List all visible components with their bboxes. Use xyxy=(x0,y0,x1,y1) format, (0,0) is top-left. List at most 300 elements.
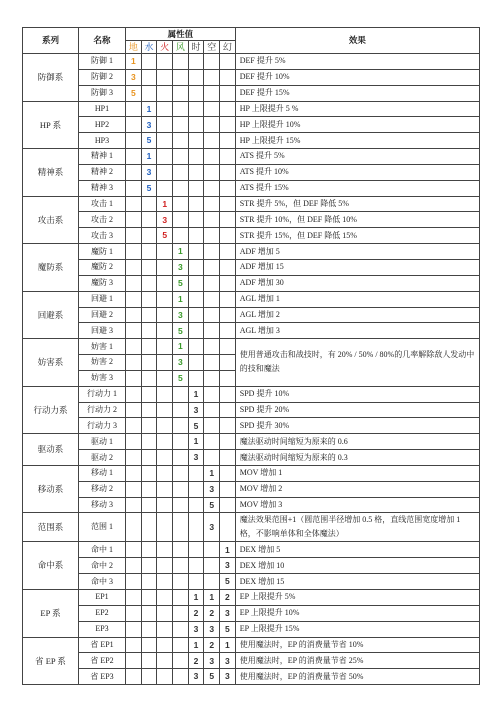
value-cell-time: 1 xyxy=(188,637,204,653)
series-cell: 移动系 xyxy=(23,465,79,513)
value-cell-fire xyxy=(157,574,173,590)
table-row xyxy=(23,275,480,291)
value-cell-space: 3 xyxy=(204,621,220,637)
value-cell-mirage: 3 xyxy=(220,605,236,621)
value-cell-fire xyxy=(157,386,173,402)
value-cell-time xyxy=(188,339,204,355)
value-cell-time: 1 xyxy=(188,386,204,402)
value-cell-space xyxy=(204,196,220,212)
value-cell-space: 5 xyxy=(204,497,220,513)
table-row xyxy=(23,669,480,685)
value-cell-space xyxy=(204,228,220,244)
value-cell-fire: 3 xyxy=(157,212,173,228)
value-cell-mirage xyxy=(220,228,236,244)
value-cell-mirage xyxy=(220,402,236,418)
table-row xyxy=(23,85,480,101)
value-cell-mirage xyxy=(220,323,236,339)
value-cell-water xyxy=(141,574,157,590)
value-cell-mirage: 3 xyxy=(220,669,236,685)
value-cell-space xyxy=(204,323,220,339)
value-cell-time xyxy=(188,481,204,497)
value-cell-wind: 3 xyxy=(173,355,189,371)
table-row xyxy=(23,180,480,196)
value-cell-space: 3 xyxy=(204,481,220,497)
name-cell: 命中 1 xyxy=(78,542,125,558)
value-cell-time xyxy=(188,54,204,70)
name-cell: 回避 2 xyxy=(78,307,125,323)
value-cell-time xyxy=(188,133,204,149)
value-cell-wind xyxy=(173,653,189,669)
table-row xyxy=(23,542,480,558)
value-cell-space xyxy=(204,164,220,180)
effect-cell: 魔法效果范围+1（圆范围半径增加 0.5 格，直线范围宽度增加 1 格，不影响单体和全体魔法） xyxy=(235,513,479,542)
value-cell-space xyxy=(204,212,220,228)
value-cell-mirage xyxy=(220,149,236,165)
name-cell: 省 EP3 xyxy=(78,669,125,685)
value-cell-water xyxy=(141,54,157,70)
value-cell-fire xyxy=(157,605,173,621)
value-cell-space xyxy=(204,101,220,117)
effect-cell: DEX 增加 15 xyxy=(235,574,479,590)
value-cell-mirage xyxy=(220,434,236,450)
element-header-earth: 地 xyxy=(126,41,142,54)
value-cell-wind xyxy=(173,605,189,621)
name-cell: 防御 3 xyxy=(78,85,125,101)
series-cell: 精神系 xyxy=(23,149,79,197)
value-cell-mirage xyxy=(220,307,236,323)
name-cell: EP2 xyxy=(78,605,125,621)
value-cell-water xyxy=(141,355,157,371)
value-cell-wind: 1 xyxy=(173,291,189,307)
series-cell: 攻击系 xyxy=(23,196,79,244)
value-cell-mirage: 1 xyxy=(220,637,236,653)
value-cell-space xyxy=(204,450,220,466)
table-row xyxy=(23,117,480,133)
value-cell-water xyxy=(141,637,157,653)
value-cell-time xyxy=(188,307,204,323)
value-cell-water xyxy=(141,307,157,323)
table-row xyxy=(23,465,480,481)
value-cell-mirage xyxy=(220,497,236,513)
effect-cell: AGL 增加 2 xyxy=(235,307,479,323)
value-cell-mirage: 1 xyxy=(220,542,236,558)
value-cell-fire xyxy=(157,355,173,371)
series-cell: 命中系 xyxy=(23,542,79,590)
value-cell-earth xyxy=(126,542,142,558)
value-cell-space xyxy=(204,574,220,590)
name-cell: HP1 xyxy=(78,101,125,117)
value-cell-space: 2 xyxy=(204,637,220,653)
value-cell-fire xyxy=(157,180,173,196)
table-row xyxy=(23,69,480,85)
value-cell-earth xyxy=(126,465,142,481)
series-cell: 妨害系 xyxy=(23,339,79,387)
value-cell-fire xyxy=(157,307,173,323)
effect-cell: SPD 提升 30% xyxy=(235,418,479,434)
value-cell-space xyxy=(204,54,220,70)
effect-cell: AGL 增加 3 xyxy=(235,323,479,339)
name-cell: HP2 xyxy=(78,117,125,133)
effect-cell: SPD 提升 20% xyxy=(235,402,479,418)
name-cell: 魔防 2 xyxy=(78,259,125,275)
value-cell-earth xyxy=(126,434,142,450)
table-row xyxy=(23,149,480,165)
value-cell-space: 1 xyxy=(204,590,220,606)
value-cell-water: 3 xyxy=(141,164,157,180)
value-cell-water xyxy=(141,85,157,101)
value-cell-time xyxy=(188,323,204,339)
effect-cell: ADF 增加 30 xyxy=(235,275,479,291)
table-row xyxy=(23,386,480,402)
value-cell-water: 1 xyxy=(141,101,157,117)
table-row xyxy=(23,133,480,149)
value-cell-water xyxy=(141,450,157,466)
table-row xyxy=(23,450,480,466)
value-cell-mirage xyxy=(220,54,236,70)
value-cell-time: 5 xyxy=(188,418,204,434)
value-cell-wind xyxy=(173,574,189,590)
value-cell-wind xyxy=(173,212,189,228)
value-cell-water xyxy=(141,418,157,434)
value-cell-water xyxy=(141,69,157,85)
value-cell-space xyxy=(204,275,220,291)
effect-cell: STR 提升 10%，但 DEF 降低 10% xyxy=(235,212,479,228)
value-cell-water xyxy=(141,370,157,386)
value-cell-space xyxy=(204,149,220,165)
value-cell-time xyxy=(188,542,204,558)
value-cell-space xyxy=(204,370,220,386)
value-cell-earth xyxy=(126,497,142,513)
value-cell-wind xyxy=(173,85,189,101)
value-cell-earth xyxy=(126,149,142,165)
value-cell-time: 2 xyxy=(188,605,204,621)
element-header-water: 水 xyxy=(141,41,157,54)
value-cell-fire xyxy=(157,101,173,117)
value-cell-water xyxy=(141,513,157,542)
value-cell-time xyxy=(188,180,204,196)
value-cell-wind xyxy=(173,164,189,180)
table-row xyxy=(23,605,480,621)
value-cell-wind xyxy=(173,101,189,117)
value-cell-earth xyxy=(126,402,142,418)
name-cell: 回避 3 xyxy=(78,323,125,339)
table-row xyxy=(23,481,480,497)
value-cell-wind: 5 xyxy=(173,323,189,339)
name-cell: 妨害 1 xyxy=(78,339,125,355)
effect-cell: AGL 增加 1 xyxy=(235,291,479,307)
series-cell: 魔防系 xyxy=(23,244,79,292)
value-cell-water: 5 xyxy=(141,180,157,196)
value-cell-wind xyxy=(173,590,189,606)
table-row xyxy=(23,307,480,323)
value-cell-earth xyxy=(126,259,142,275)
name-cell: 命中 3 xyxy=(78,574,125,590)
name-cell: 驱动 2 xyxy=(78,450,125,466)
quartz-attribute-table xyxy=(22,27,480,685)
element-header-wind: 风 xyxy=(173,41,189,54)
effect-cell: EP 上限提升 10% xyxy=(235,605,479,621)
table-row xyxy=(23,434,480,450)
value-cell-fire xyxy=(157,117,173,133)
value-cell-water xyxy=(141,653,157,669)
effect-cell: MOV 增加 2 xyxy=(235,481,479,497)
value-cell-space xyxy=(204,180,220,196)
value-cell-mirage xyxy=(220,69,236,85)
value-cell-time xyxy=(188,69,204,85)
value-cell-earth: 1 xyxy=(126,54,142,70)
value-cell-earth xyxy=(126,117,142,133)
value-cell-time xyxy=(188,574,204,590)
value-cell-wind: 3 xyxy=(173,307,189,323)
value-cell-wind xyxy=(173,196,189,212)
value-cell-time: 3 xyxy=(188,621,204,637)
value-cell-fire xyxy=(157,434,173,450)
effect-cell: STR 提升 5%，但 DEF 降低 5% xyxy=(235,196,479,212)
table-row xyxy=(23,574,480,590)
value-cell-mirage xyxy=(220,196,236,212)
name-cell: 驱动 1 xyxy=(78,434,125,450)
series-cell: 行动力系 xyxy=(23,386,79,434)
value-cell-water xyxy=(141,323,157,339)
value-cell-mirage xyxy=(220,513,236,542)
value-cell-time: 2 xyxy=(188,653,204,669)
value-cell-wind xyxy=(173,133,189,149)
effect-cell: ATS 提升 5% xyxy=(235,149,479,165)
value-cell-time xyxy=(188,355,204,371)
effect-cell: DEX 增加 5 xyxy=(235,542,479,558)
value-cell-earth xyxy=(126,637,142,653)
value-cell-wind xyxy=(173,418,189,434)
value-cell-fire xyxy=(157,465,173,481)
value-cell-time xyxy=(188,497,204,513)
header-row-1 xyxy=(23,28,480,41)
name-cell: 范围 1 xyxy=(78,513,125,542)
name-cell: 魔防 1 xyxy=(78,244,125,260)
table-row xyxy=(23,101,480,117)
table-row xyxy=(23,339,480,355)
value-cell-water xyxy=(141,465,157,481)
effect-cell: HP 上限提升 15% xyxy=(235,133,479,149)
value-cell-earth xyxy=(126,590,142,606)
name-cell: 防御 2 xyxy=(78,69,125,85)
value-cell-fire xyxy=(157,542,173,558)
value-cell-fire: 5 xyxy=(157,228,173,244)
value-cell-space xyxy=(204,133,220,149)
effect-cell: MOV 增加 3 xyxy=(235,497,479,513)
value-cell-fire xyxy=(157,339,173,355)
value-cell-fire xyxy=(157,291,173,307)
name-cell: 移动 3 xyxy=(78,497,125,513)
value-cell-mirage xyxy=(220,212,236,228)
name-cell: 移动 2 xyxy=(78,481,125,497)
name-cell: 命中 2 xyxy=(78,558,125,574)
value-cell-mirage: 5 xyxy=(220,574,236,590)
value-cell-space: 2 xyxy=(204,605,220,621)
value-cell-space xyxy=(204,259,220,275)
value-cell-mirage xyxy=(220,180,236,196)
value-cell-wind xyxy=(173,497,189,513)
effect-cell: ADF 增加 15 xyxy=(235,259,479,275)
value-cell-wind: 1 xyxy=(173,339,189,355)
value-cell-time xyxy=(188,228,204,244)
value-cell-earth: 5 xyxy=(126,85,142,101)
value-cell-mirage xyxy=(220,133,236,149)
value-cell-space xyxy=(204,291,220,307)
value-cell-earth xyxy=(126,101,142,117)
value-cell-wind xyxy=(173,69,189,85)
value-cell-mirage xyxy=(220,355,236,371)
name-cell: 行动力 1 xyxy=(78,386,125,402)
effect-cell: 使用魔法时，EP 的消费量节省 10% xyxy=(235,637,479,653)
value-cell-fire xyxy=(157,621,173,637)
value-cell-fire xyxy=(157,497,173,513)
value-cell-water: 5 xyxy=(141,133,157,149)
name-cell: 妨害 2 xyxy=(78,355,125,371)
series-cell: 省 EP 系 xyxy=(23,637,79,685)
value-cell-wind xyxy=(173,149,189,165)
value-cell-water: 1 xyxy=(141,149,157,165)
value-cell-space xyxy=(204,69,220,85)
value-cell-water xyxy=(141,402,157,418)
value-cell-mirage: 3 xyxy=(220,558,236,574)
table-row xyxy=(23,291,480,307)
value-cell-wind: 3 xyxy=(173,259,189,275)
name-cell: 精神 2 xyxy=(78,164,125,180)
value-cell-space xyxy=(204,244,220,260)
name-cell: 攻击 2 xyxy=(78,212,125,228)
value-cell-fire xyxy=(157,402,173,418)
value-cell-mirage xyxy=(220,275,236,291)
name-cell: 防御 1 xyxy=(78,54,125,70)
effect-cell: ADF 增加 5 xyxy=(235,244,479,260)
value-cell-fire xyxy=(157,149,173,165)
value-cell-earth xyxy=(126,291,142,307)
value-cell-earth xyxy=(126,669,142,685)
name-cell: 攻击 3 xyxy=(78,228,125,244)
table-row xyxy=(23,513,480,542)
value-cell-wind xyxy=(173,558,189,574)
value-cell-fire xyxy=(157,669,173,685)
value-cell-mirage: 2 xyxy=(220,590,236,606)
value-cell-mirage xyxy=(220,450,236,466)
value-cell-space xyxy=(204,558,220,574)
value-cell-wind: 5 xyxy=(173,275,189,291)
series-cell: HP 系 xyxy=(23,101,79,149)
value-cell-space xyxy=(204,117,220,133)
value-cell-time xyxy=(188,117,204,133)
value-cell-wind xyxy=(173,386,189,402)
value-cell-water xyxy=(141,481,157,497)
value-cell-time: 3 xyxy=(188,669,204,685)
value-cell-space: 3 xyxy=(204,653,220,669)
value-cell-earth xyxy=(126,513,142,542)
value-cell-wind xyxy=(173,637,189,653)
value-cell-water xyxy=(141,339,157,355)
value-cell-wind xyxy=(173,542,189,558)
attr-header: 属性值 xyxy=(126,28,236,41)
value-cell-time xyxy=(188,291,204,307)
value-cell-earth xyxy=(126,180,142,196)
effect-cell: 魔法驱动时间缩短为原来的 0.3 xyxy=(235,450,479,466)
table-row xyxy=(23,228,480,244)
value-cell-earth xyxy=(126,450,142,466)
value-cell-earth xyxy=(126,370,142,386)
effect-cell: 魔法驱动时间缩短为原来的 0.6 xyxy=(235,434,479,450)
value-cell-space xyxy=(204,402,220,418)
name-cell: 精神 3 xyxy=(78,180,125,196)
name-cell: 魔防 3 xyxy=(78,275,125,291)
value-cell-space xyxy=(204,339,220,355)
value-cell-wind xyxy=(173,54,189,70)
value-cell-earth xyxy=(126,653,142,669)
value-cell-fire xyxy=(157,418,173,434)
table-row xyxy=(23,54,480,70)
name-header: 名称 xyxy=(78,28,125,54)
value-cell-mirage xyxy=(220,164,236,180)
name-cell: 妨害 3 xyxy=(78,370,125,386)
value-cell-space: 1 xyxy=(204,465,220,481)
value-cell-wind xyxy=(173,180,189,196)
value-cell-earth xyxy=(126,386,142,402)
value-cell-time: 1 xyxy=(188,590,204,606)
table-row xyxy=(23,558,480,574)
value-cell-earth xyxy=(126,212,142,228)
value-cell-wind: 1 xyxy=(173,244,189,260)
name-cell: 精神 1 xyxy=(78,149,125,165)
value-cell-mirage xyxy=(220,244,236,260)
name-cell: 省 EP1 xyxy=(78,637,125,653)
value-cell-earth xyxy=(126,621,142,637)
value-cell-fire xyxy=(157,653,173,669)
table-row xyxy=(23,497,480,513)
name-cell: 攻击 1 xyxy=(78,196,125,212)
value-cell-mirage: 5 xyxy=(220,621,236,637)
table-row xyxy=(23,259,480,275)
series-cell: 防御系 xyxy=(23,54,79,102)
name-cell: 回避 1 xyxy=(78,291,125,307)
value-cell-mirage xyxy=(220,85,236,101)
effect-cell: 使用魔法时，EP 的消费量节省 50% xyxy=(235,669,479,685)
table-row xyxy=(23,621,480,637)
value-cell-water xyxy=(141,291,157,307)
name-cell: 行动力 3 xyxy=(78,418,125,434)
name-cell: 移动 1 xyxy=(78,465,125,481)
value-cell-mirage xyxy=(220,418,236,434)
value-cell-fire xyxy=(157,244,173,260)
value-cell-space xyxy=(204,434,220,450)
value-cell-mirage xyxy=(220,339,236,355)
value-cell-wind xyxy=(173,669,189,685)
value-cell-fire xyxy=(157,275,173,291)
value-cell-time xyxy=(188,149,204,165)
value-cell-water xyxy=(141,542,157,558)
value-cell-earth: 3 xyxy=(126,69,142,85)
table-row xyxy=(23,196,480,212)
value-cell-earth xyxy=(126,196,142,212)
value-cell-time xyxy=(188,259,204,275)
value-cell-time xyxy=(188,465,204,481)
value-cell-wind xyxy=(173,117,189,133)
value-cell-mirage xyxy=(220,101,236,117)
value-cell-fire xyxy=(157,164,173,180)
value-cell-earth xyxy=(126,605,142,621)
value-cell-wind xyxy=(173,465,189,481)
value-cell-fire xyxy=(157,69,173,85)
value-cell-water xyxy=(141,275,157,291)
effect-header: 效果 xyxy=(235,28,479,54)
element-header-space: 空 xyxy=(204,41,220,54)
value-cell-earth xyxy=(126,481,142,497)
